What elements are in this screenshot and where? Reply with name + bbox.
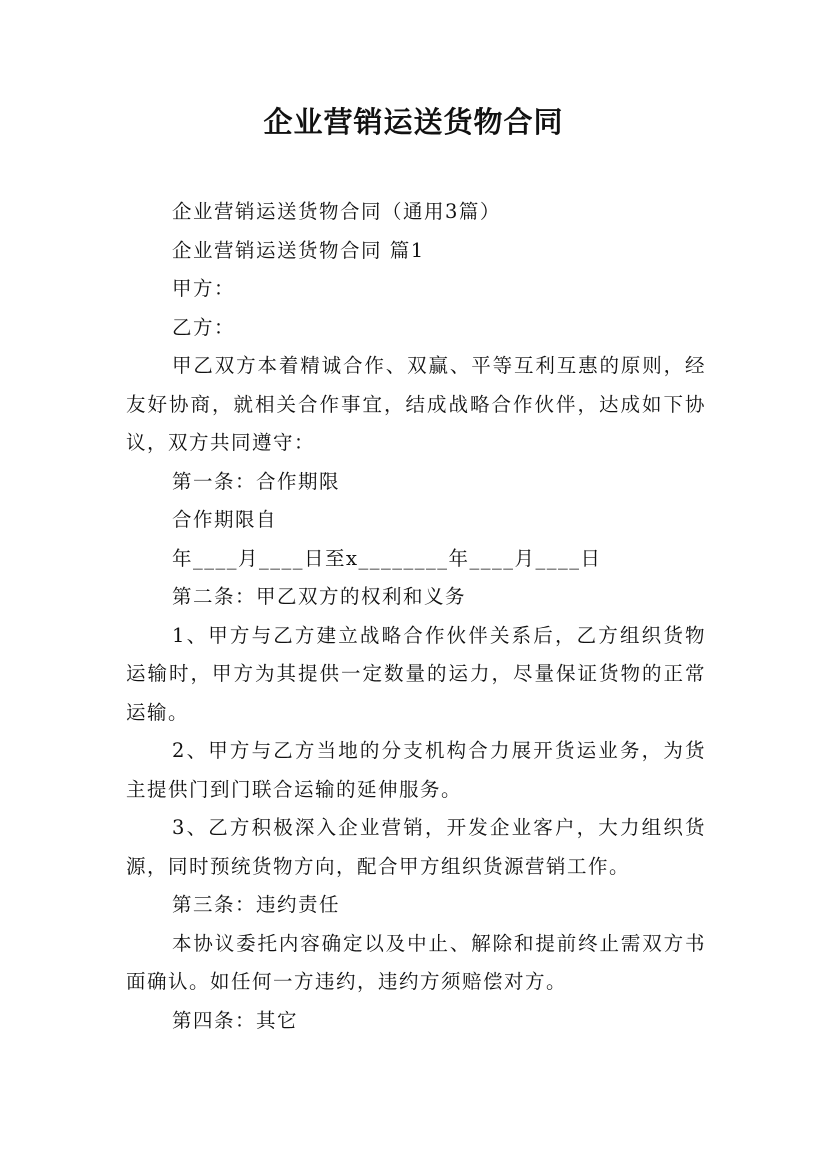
article2-item-1: 1、甲方与乙方建立战略合作伙伴关系后，乙方组织货物运输时，甲方为其提供一定数量的运力，尽量保证货物的正常运输。: [126, 623, 706, 724]
article1-dates: 年____月____日至x________年____月____日: [172, 546, 602, 570]
article2-heading: 第二条：甲乙双方的权利和义务: [172, 585, 467, 608]
article2-item-2: 2、甲方与乙方当地的分支机构合力展开货运业务，为货主提供门到门联合运输的延伸服务。: [126, 739, 706, 801]
article3-heading: 第三条：违约责任: [172, 893, 341, 916]
article3-text: 本协议委托内容确定以及中止、解除和提前终止需双方书面确认。如任何一方违约，违约方须赔偿对方。: [126, 931, 706, 993]
party-b-line: 乙方：: [172, 315, 236, 339]
subtitle-line: 企业营销运送货物合同（通用3篇）: [172, 200, 501, 223]
article1-text: 合作期限自: [172, 508, 278, 531]
article1-heading: 第一条：合作期限: [172, 469, 341, 493]
article4-heading: 第四条：其它: [172, 1008, 299, 1032]
document-body: [126, 193, 706, 1040]
document-title: 企业营销运送货物合同: [263, 105, 564, 139]
article2-item-3: 3、乙方积极深入企业营销，开发企业客户，大力组织货源，同时预统货物方向，配合甲方组织货源营销工作。: [126, 816, 706, 878]
intro-paragraph: 甲乙双方本着精诚合作、双赢、平等互利互惠的原则，经友好协商，就相关合作事宜，结成战略合作伙伴，达成如下协议，双方共同遵守：: [126, 354, 706, 454]
part-heading: 企业营销运送货物合同 篇1: [172, 238, 425, 262]
party-a-line: 甲方：: [172, 277, 236, 300]
